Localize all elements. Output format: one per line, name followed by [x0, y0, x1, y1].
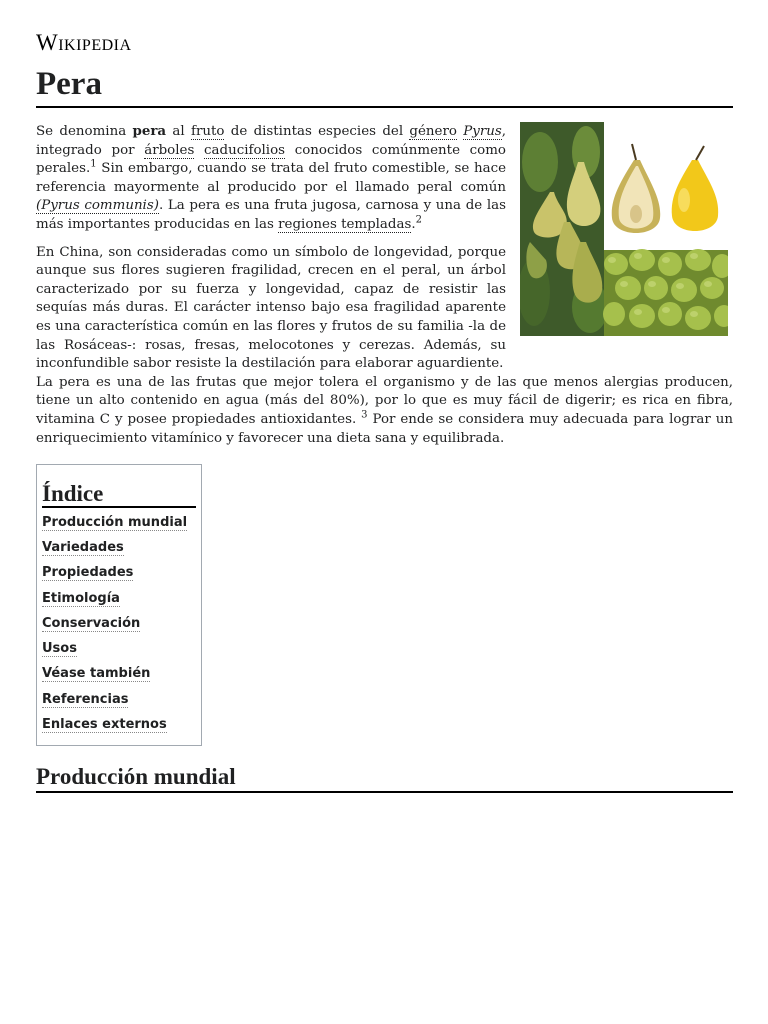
toc-item-label: Producción mundial [42, 514, 188, 530]
section-heading-produccion-mundial: Producción mundial [36, 768, 733, 793]
table-of-contents [36, 464, 202, 746]
link-regiones-templadas[interactable]: regiones templadas [278, 216, 412, 232]
text: . [411, 216, 416, 232]
bold-term: pera [132, 123, 167, 139]
text: Sin embargo, cuando se trata del fruto comestible, se hace referencia mayormente al producido por el llamado peral común [36, 161, 506, 195]
toc-title: Índice [42, 485, 196, 508]
toc-item-usos[interactable] [42, 636, 196, 661]
link-caducifolios[interactable]: caducifolios [204, 142, 286, 158]
toc-item-label: Enlaces externos [42, 717, 167, 733]
text: . La pera es una fruta jugosa, carnosa y una de las más importantes producidas en las [36, 198, 506, 232]
link-pyrus[interactable]: Pyrus [463, 124, 502, 139]
pear-collage-image[interactable] [520, 122, 728, 336]
text: conocidos comúnmente como perales. [36, 142, 506, 177]
toc-item-label: Usos [42, 641, 77, 657]
text [194, 143, 204, 158]
reference-1[interactable]: 1 [90, 158, 97, 170]
toc-item-etimologia[interactable] [42, 586, 196, 611]
toc-item-propiedades[interactable] [42, 560, 196, 585]
link-arboles[interactable]: árboles [144, 142, 195, 158]
toc-item-referencias[interactable] [42, 687, 196, 712]
text: , integrado por [36, 124, 506, 158]
toc-item-vease-tambien[interactable] [42, 661, 196, 686]
text: de distintas especies del [224, 124, 410, 139]
text: Se denomina [36, 124, 133, 139]
toc-item-variedades[interactable] [42, 535, 196, 560]
page-title: Pera [36, 64, 733, 108]
toc-item-produccion-mundial[interactable] [42, 510, 196, 535]
text: Por ende se considera muy adecuada para lograr un enriquecimiento vitamínico y favorecer una dieta sana y equilibrada. [36, 411, 733, 446]
wikipedia-wordmark[interactable]: Wikipedia [36, 30, 132, 55]
link-genero[interactable]: género [409, 124, 457, 139]
toc-item-conservacion[interactable] [42, 611, 196, 636]
nutrition-paragraph [36, 374, 733, 448]
link-fruto[interactable]: fruto [191, 124, 225, 139]
text: al [166, 124, 192, 139]
article-body [36, 122, 733, 793]
text: La pera es una de las frutas que mejor tolera el organismo y de las que menos alergias producen, tiene un alto contenido en agua (más del 80%), por lo que es muy fácil de digerir; es rica en fibra, vitamina C y posee propiedades antioxidantes. [36, 374, 733, 427]
reference-2[interactable]: 2 [415, 214, 422, 226]
toc-item-enlaces-externos[interactable] [42, 712, 196, 737]
toc-list [42, 510, 196, 738]
toc-item-label: Conservación [42, 615, 141, 631]
link-pyrus-communis[interactable]: (Pyrus communis) [36, 198, 159, 214]
article-page [36, 30, 733, 793]
toc-item-label: Véase también [42, 666, 151, 682]
china-paragraph: En China, son consideradas como un símbolo de longevidad, porque aunque sus flores sugieren fragilidad, crecen en el peral, un árbol caracterizado por su fuerza y longevidad, capaz de resistir las sequías más duras. El carácter intenso bajo esa fragilidad aparente es una característica común en las flores y frutos de su familia -la de las Rosáceas-: rosas, fresas, melocotones y cerezas. Además, su inconfundible sabor resiste la destilación para elaborar aguardiente. [36, 244, 506, 372]
toc-item-label: Referencias [42, 691, 129, 707]
toc-item-label: Etimología [42, 590, 120, 606]
reference-3[interactable]: 3 [361, 409, 368, 421]
toc-item-label: Variedades [42, 539, 124, 555]
toc-item-label: Propiedades [42, 565, 134, 581]
